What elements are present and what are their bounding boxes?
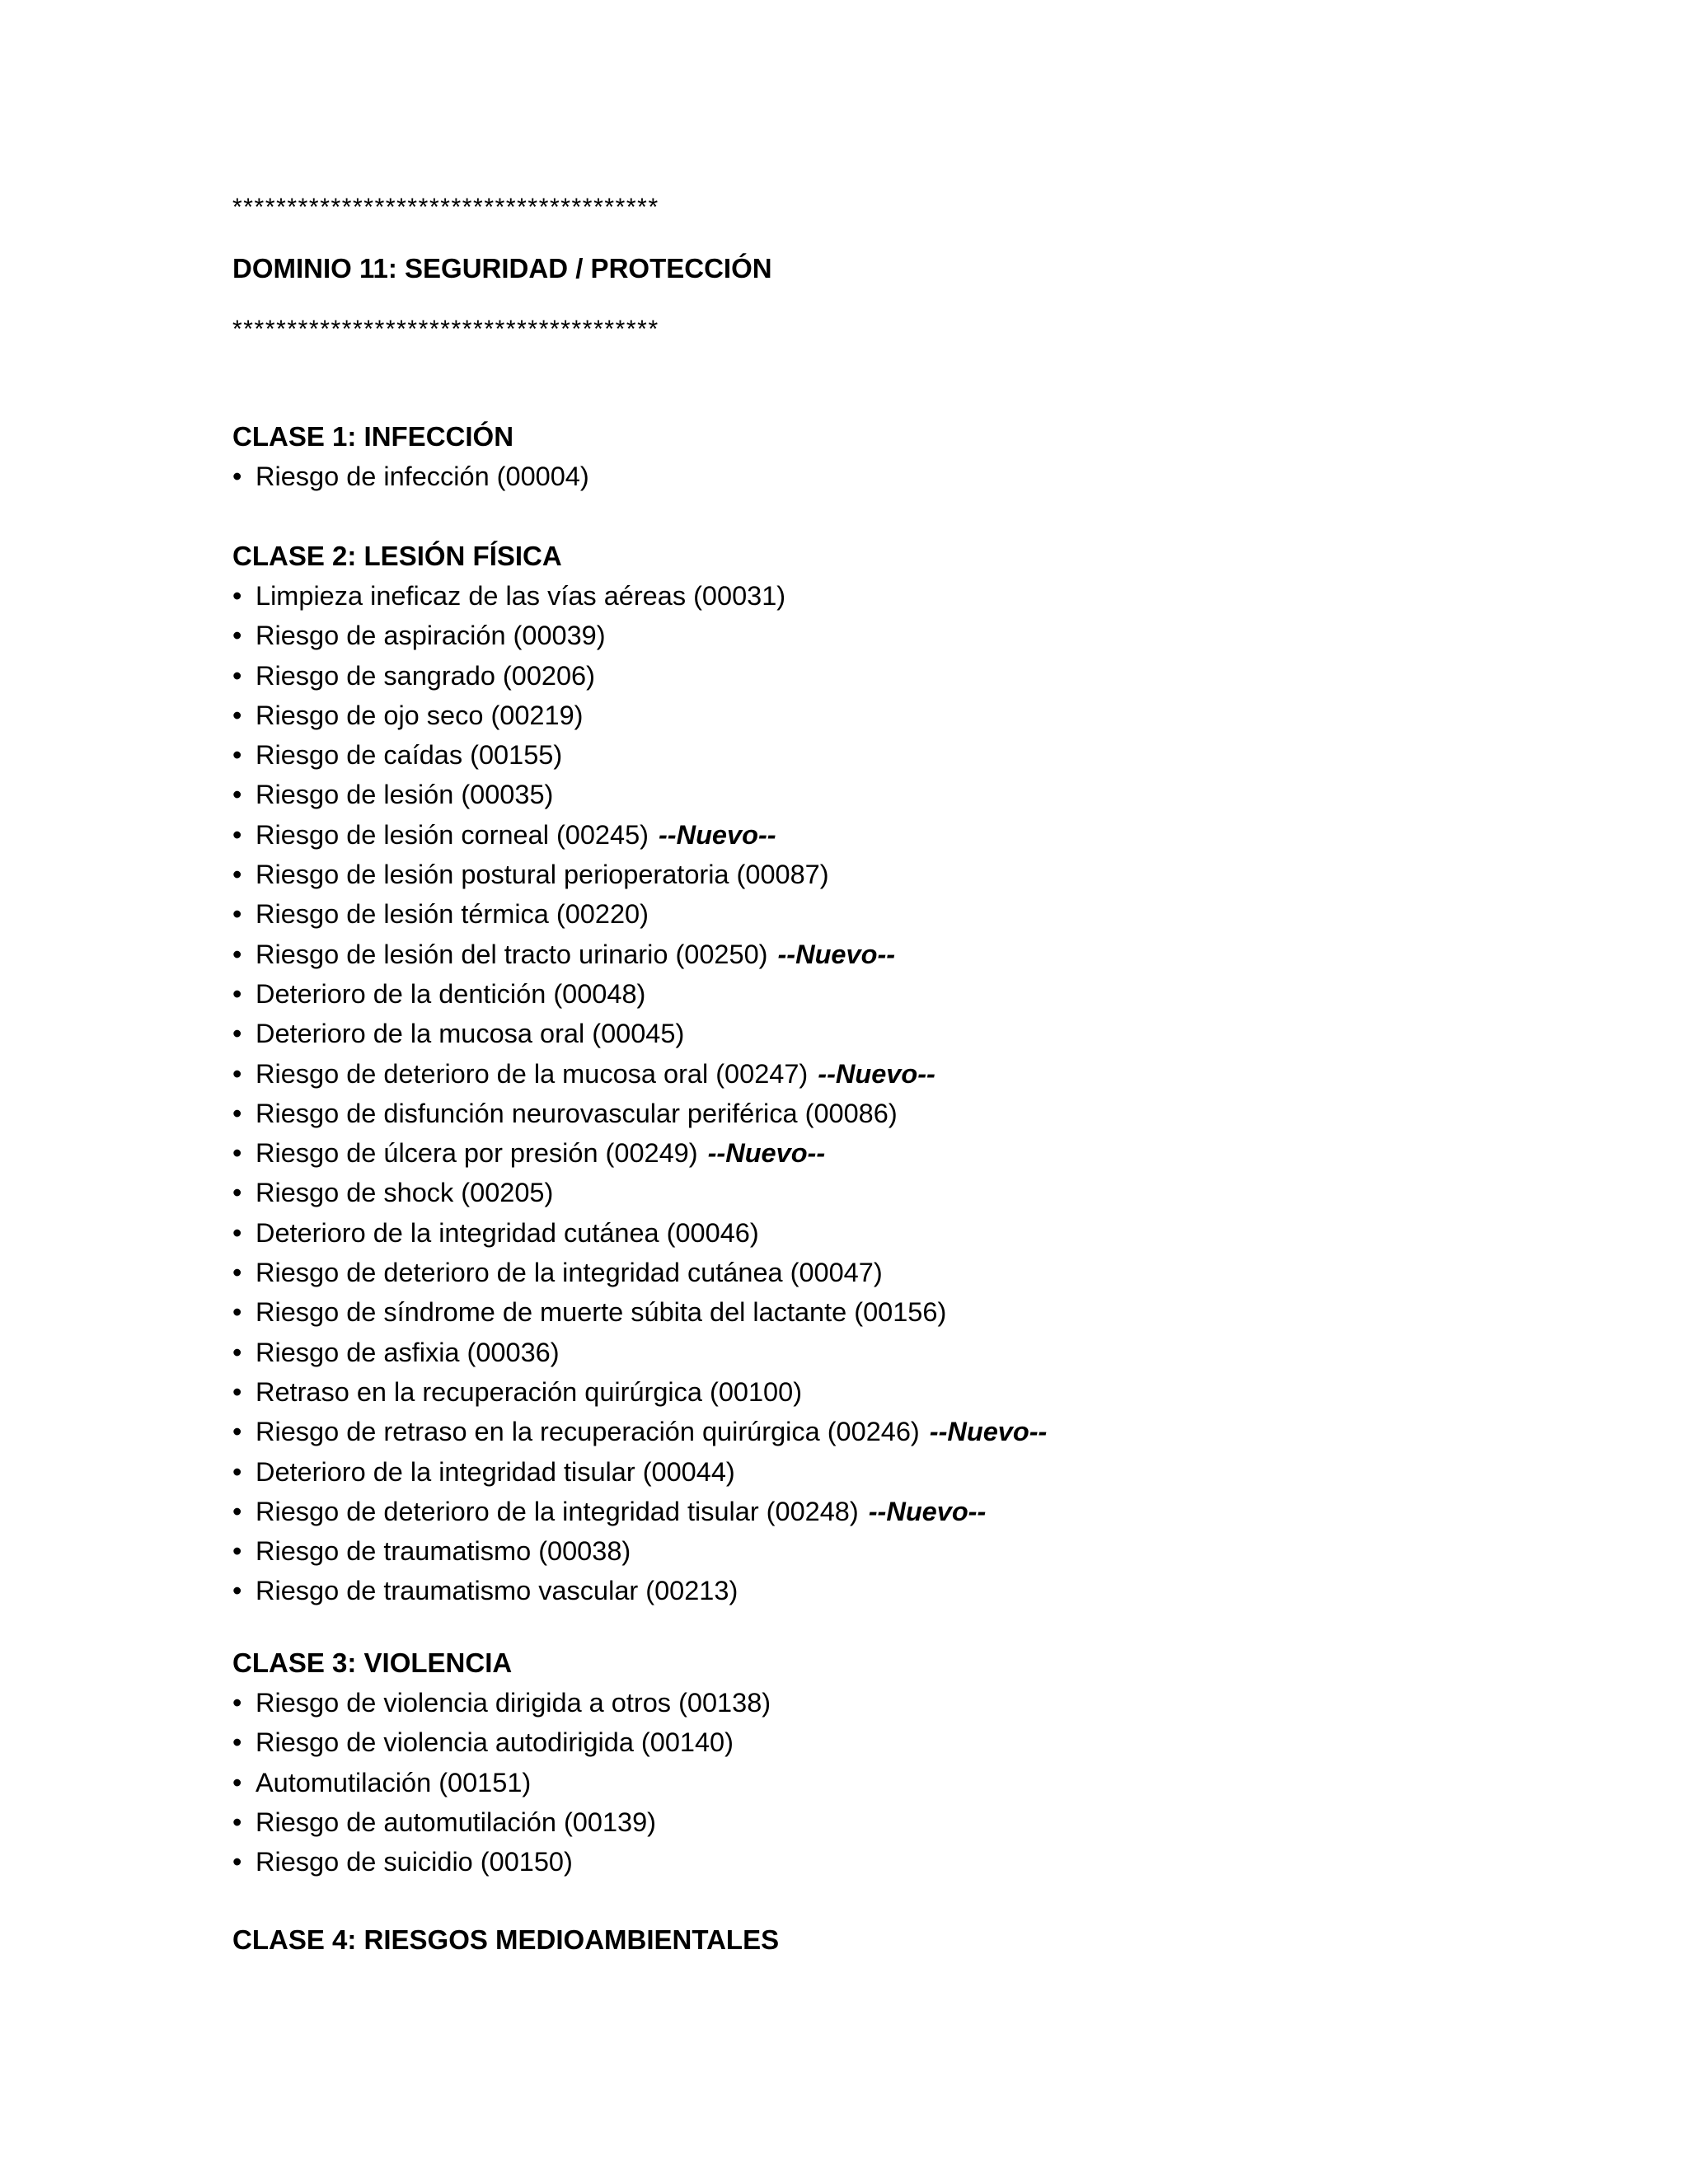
- bullet-icon: •: [232, 899, 242, 930]
- bullet-icon: •: [232, 1807, 242, 1837]
- list-item: [232, 974, 1047, 1014]
- list-item: [232, 1531, 1047, 1571]
- list-item: [232, 1014, 1047, 1053]
- list-item: [232, 1372, 1047, 1412]
- list-item: [232, 1763, 771, 1802]
- list-item: [232, 1133, 1047, 1173]
- bullet-icon: •: [232, 1178, 242, 1208]
- list-item: [232, 1253, 1047, 1292]
- list-item-text: Riesgo de asfixia (00036): [256, 1337, 560, 1367]
- bullet-icon: •: [232, 1019, 242, 1049]
- class-title: CLASE 4: RIESGOS MEDIOAMBIENTALES: [232, 1924, 780, 1955]
- bullet-icon: •: [232, 1098, 242, 1128]
- bullet-icon: •: [232, 860, 242, 890]
- bullet-icon: •: [232, 1376, 242, 1407]
- class-title: CLASE 1: INFECCIÓN: [232, 421, 514, 452]
- list-item-text: Limpieza ineficaz de las vías aéreas (00031): [256, 581, 786, 611]
- bullet-icon: •: [232, 978, 242, 1009]
- list-item: [232, 1492, 1047, 1531]
- list-item-text: Riesgo de lesión térmica (00220): [256, 899, 649, 930]
- bullet-icon: •: [232, 1536, 242, 1567]
- bullet-icon: •: [232, 660, 242, 691]
- list-item-text: Riesgo de deterioro de la mucosa oral (00247): [256, 1058, 809, 1089]
- class-item-list: [232, 1683, 771, 1882]
- new-badge: --Nuevo--: [777, 939, 896, 969]
- bullet-icon: •: [232, 621, 242, 651]
- list-item-text: Riesgo de violencia dirigida a otros (00138): [256, 1688, 771, 1718]
- list-item: [232, 616, 1047, 655]
- list-item-text: Riesgo de lesión corneal (00245): [256, 819, 649, 850]
- list-item: [232, 576, 1047, 616]
- new-badge: --Nuevo--: [818, 1058, 935, 1089]
- list-item-text: Riesgo de ojo seco (00219): [256, 700, 584, 730]
- list-item: [232, 775, 1047, 814]
- list-item: [232, 1054, 1047, 1094]
- list-item: [232, 1213, 1047, 1253]
- bullet-icon: •: [232, 1058, 242, 1089]
- list-item: [232, 735, 1047, 775]
- list-item: [232, 1094, 1047, 1133]
- class-item-list: [232, 457, 589, 496]
- list-item: [232, 894, 1047, 934]
- class-section-1: [232, 417, 589, 496]
- bullet-icon: •: [232, 780, 242, 810]
- class-item-list: [232, 576, 1047, 1611]
- list-item: [232, 1452, 1047, 1492]
- list-item-text: Riesgo de retraso en la recuperación quirúrgica (00246): [256, 1417, 920, 1447]
- list-item: [232, 855, 1047, 894]
- bullet-icon: •: [232, 1217, 242, 1248]
- bullet-icon: •: [232, 1576, 242, 1606]
- list-item: [232, 1683, 771, 1722]
- class-section-2: [232, 537, 1047, 1611]
- stars-divider-top: ***************************************: [232, 194, 659, 221]
- list-item-text: Riesgo de infección (00004): [256, 462, 589, 491]
- bullet-icon: •: [232, 1337, 242, 1367]
- list-item-text: Deterioro de la integridad cutánea (00046): [256, 1217, 759, 1248]
- list-item-text: Riesgo de lesión (00035): [256, 780, 554, 810]
- bullet-icon: •: [232, 939, 242, 969]
- new-badge: --Nuevo--: [868, 1496, 987, 1526]
- domain-title: DOMINIO 11: SEGURIDAD / PROTECCIÓN: [232, 253, 772, 284]
- list-item: [232, 1802, 771, 1842]
- list-item: [232, 935, 1047, 974]
- list-item: [232, 1842, 771, 1882]
- bullet-icon: •: [232, 1496, 242, 1526]
- list-item: [232, 815, 1047, 855]
- class-title: CLASE 2: LESIÓN FÍSICA: [232, 541, 562, 571]
- bullet-icon: •: [232, 462, 242, 491]
- bullet-icon: •: [232, 819, 242, 850]
- list-item-text: Riesgo de síndrome de muerte súbita del lactante (00156): [256, 1297, 947, 1328]
- bullet-icon: •: [232, 740, 242, 771]
- class-section-4: [232, 1920, 779, 1960]
- list-item-text: Riesgo de aspiración (00039): [256, 621, 606, 651]
- class-title: CLASE 3: VIOLENCIA: [232, 1647, 513, 1678]
- list-item-text: Riesgo de deterioro de la integridad cutánea (00047): [256, 1258, 883, 1288]
- list-item-text: Riesgo de úlcera por presión (00249): [256, 1138, 698, 1169]
- list-item-text: Deterioro de la dentición (00048): [256, 978, 646, 1009]
- bullet-icon: •: [232, 1417, 242, 1447]
- bullet-icon: •: [232, 581, 242, 611]
- bullet-icon: •: [232, 1847, 242, 1877]
- list-item-text: Riesgo de deterioro de la integridad tisular (00248): [256, 1496, 859, 1526]
- list-item-text: Riesgo de suicidio (00150): [256, 1847, 573, 1877]
- bullet-icon: •: [232, 1688, 242, 1718]
- list-item-text: Retraso en la recuperación quirúrgica (00100): [256, 1376, 803, 1407]
- list-item: [232, 1571, 1047, 1610]
- bullet-icon: •: [232, 1258, 242, 1288]
- new-badge: --Nuevo--: [707, 1138, 826, 1169]
- bullet-icon: •: [232, 700, 242, 730]
- list-item-text: Riesgo de caídas (00155): [256, 740, 563, 771]
- bullet-icon: •: [232, 1456, 242, 1487]
- list-item-text: Riesgo de lesión postural perioperatoria (00087): [256, 860, 829, 890]
- new-badge: --Nuevo--: [929, 1417, 1048, 1447]
- list-item-text: Riesgo de automutilación (00139): [256, 1807, 656, 1837]
- list-item-text: Riesgo de sangrado (00206): [256, 660, 595, 691]
- list-item-text: Riesgo de shock (00205): [256, 1178, 554, 1208]
- stars-divider-bottom: ***************************************: [232, 316, 659, 343]
- list-item-text: Riesgo de traumatismo vascular (00213): [256, 1576, 738, 1606]
- bullet-icon: •: [232, 1138, 242, 1169]
- list-item: [232, 1173, 1047, 1212]
- list-item-text: Deterioro de la mucosa oral (00045): [256, 1019, 685, 1049]
- new-badge: --Nuevo--: [658, 819, 776, 850]
- list-item: [232, 1333, 1047, 1372]
- list-item: [232, 457, 589, 496]
- list-item: [232, 656, 1047, 696]
- list-item: [232, 1292, 1047, 1332]
- bullet-icon: •: [232, 1767, 242, 1797]
- list-item: [232, 696, 1047, 735]
- list-item-text: Riesgo de disfunción neurovascular periférica (00086): [256, 1098, 898, 1128]
- list-item: [232, 1412, 1047, 1451]
- list-item-text: Riesgo de violencia autodirigida (00140): [256, 1727, 734, 1758]
- list-item-text: Riesgo de traumatismo (00038): [256, 1536, 631, 1567]
- list-item: [232, 1722, 771, 1762]
- bullet-icon: •: [232, 1297, 242, 1328]
- class-section-3: [232, 1643, 771, 1882]
- list-item-text: Riesgo de lesión del tracto urinario (00250): [256, 939, 768, 969]
- list-item-text: Deterioro de la integridad tisular (00044): [256, 1456, 735, 1487]
- list-item-text: Automutilación (00151): [256, 1767, 532, 1797]
- bullet-icon: •: [232, 1727, 242, 1758]
